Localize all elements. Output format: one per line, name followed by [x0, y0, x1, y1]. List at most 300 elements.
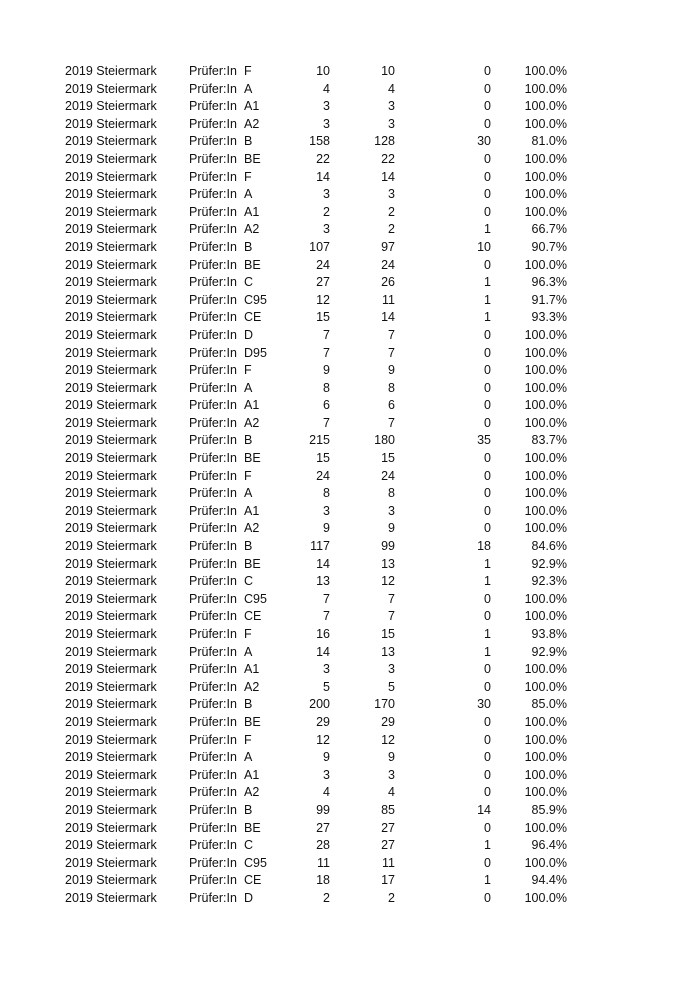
pass-rate-cell: 85.0% — [531, 697, 567, 712]
failed-count-cell: 0 — [484, 99, 491, 114]
region-cell: 2019 Steiermark — [65, 345, 157, 360]
table-row — [0, 257, 700, 275]
total-count-cell: 5 — [323, 679, 330, 694]
passed-count-cell: 17 — [381, 873, 395, 888]
passed-count-cell: 27 — [381, 820, 395, 835]
license-class-cell: D — [244, 890, 254, 905]
table-row — [0, 309, 700, 327]
table-row — [0, 538, 700, 556]
failed-count-cell: 0 — [484, 64, 491, 78]
failed-count-cell: 0 — [484, 327, 491, 342]
pass-rate-cell: 96.3% — [531, 275, 567, 290]
license-class-cell: A2 — [244, 679, 260, 694]
region-cell: 2019 Steiermark — [65, 433, 157, 448]
total-count-cell: 8 — [323, 486, 330, 501]
failed-count-cell: 0 — [484, 732, 491, 747]
region-cell: 2019 Steiermark — [65, 275, 157, 290]
table-row — [0, 274, 700, 292]
pass-rate-cell: 100.0% — [524, 398, 567, 413]
total-count-cell: 3 — [323, 222, 330, 237]
pass-rate-cell: 96.4% — [531, 838, 567, 853]
license-class-cell: A1 — [244, 503, 260, 518]
failed-count-cell: 0 — [484, 81, 491, 96]
failed-count-cell: 0 — [484, 767, 491, 782]
table-row — [0, 696, 700, 714]
pass-rate-cell: 100.0% — [524, 890, 567, 905]
license-class-cell: A — [244, 380, 253, 395]
role-cell: Prüfer:In — [189, 503, 237, 518]
region-cell: 2019 Steiermark — [65, 380, 157, 395]
failed-count-cell: 30 — [477, 134, 491, 149]
total-count-cell: 13 — [316, 574, 330, 589]
role-cell: Prüfer:In — [189, 327, 237, 342]
role-cell: Prüfer:In — [189, 99, 237, 114]
table-row — [0, 855, 700, 873]
role-cell: Prüfer:In — [189, 222, 237, 237]
total-count-cell: 18 — [316, 873, 330, 888]
region-cell: 2019 Steiermark — [65, 257, 157, 272]
table-row — [0, 169, 700, 187]
role-cell: Prüfer:In — [189, 363, 237, 378]
role-cell: Prüfer:In — [189, 116, 237, 131]
role-cell: Prüfer:In — [189, 451, 237, 466]
table-row — [0, 98, 700, 116]
table-row — [0, 239, 700, 257]
role-cell: Prüfer:In — [189, 838, 237, 853]
license-class-cell: BE — [244, 714, 261, 729]
passed-count-cell: 12 — [381, 574, 395, 589]
pass-rate-cell: 92.9% — [531, 644, 567, 659]
region-cell: 2019 Steiermark — [65, 785, 157, 800]
role-cell: Prüfer:In — [189, 64, 237, 78]
pass-rate-cell: 100.0% — [524, 785, 567, 800]
table-row — [0, 714, 700, 732]
failed-count-cell: 0 — [484, 521, 491, 536]
role-cell: Prüfer:In — [189, 81, 237, 96]
table-row — [0, 890, 700, 908]
total-count-cell: 15 — [316, 451, 330, 466]
license-class-cell: D — [244, 327, 254, 342]
region-cell: 2019 Steiermark — [65, 292, 157, 307]
pass-rate-cell: 100.0% — [524, 451, 567, 466]
total-count-cell: 2 — [323, 204, 330, 219]
total-count-cell: 28 — [316, 838, 330, 853]
region-cell: 2019 Steiermark — [65, 239, 157, 254]
pass-rate-cell: 90.7% — [531, 239, 567, 254]
license-class-cell: F — [244, 64, 252, 78]
license-class-cell: C95 — [244, 591, 267, 606]
total-count-cell: 6 — [323, 398, 330, 413]
role-cell: Prüfer:In — [189, 890, 237, 905]
total-count-cell: 9 — [323, 750, 330, 765]
license-class-cell: C — [244, 838, 254, 853]
role-cell: Prüfer:In — [189, 257, 237, 272]
pass-rate-cell: 100.0% — [524, 820, 567, 835]
table-row — [0, 679, 700, 697]
failed-count-cell: 0 — [484, 380, 491, 395]
passed-count-cell: 13 — [381, 556, 395, 571]
total-count-cell: 7 — [323, 345, 330, 360]
license-class-cell: CE — [244, 873, 262, 888]
table-row — [0, 204, 700, 222]
table-row — [0, 608, 700, 626]
failed-count-cell: 1 — [484, 838, 491, 853]
table-row — [0, 468, 700, 486]
license-class-cell: A1 — [244, 204, 260, 219]
table-row — [0, 520, 700, 538]
region-cell: 2019 Steiermark — [65, 398, 157, 413]
license-class-cell: BE — [244, 820, 261, 835]
region-cell: 2019 Steiermark — [65, 503, 157, 518]
passed-count-cell: 9 — [388, 750, 395, 765]
failed-count-cell: 0 — [484, 503, 491, 518]
table-row — [0, 784, 700, 802]
failed-count-cell: 0 — [484, 415, 491, 430]
region-cell: 2019 Steiermark — [65, 116, 157, 131]
license-class-cell: C95 — [244, 855, 267, 870]
license-class-cell: A — [244, 81, 253, 96]
license-class-cell: F — [244, 732, 252, 747]
table-row — [0, 644, 700, 662]
pass-rate-cell: 93.3% — [531, 310, 567, 325]
passed-count-cell: 14 — [381, 310, 395, 325]
pass-rate-cell: 100.0% — [524, 187, 567, 202]
license-class-cell: B — [244, 239, 253, 254]
region-cell: 2019 Steiermark — [65, 574, 157, 589]
failed-count-cell: 18 — [477, 539, 491, 554]
license-class-cell: C95 — [244, 292, 267, 307]
passed-count-cell: 27 — [381, 838, 395, 853]
table-row — [0, 63, 700, 81]
failed-count-cell: 14 — [477, 802, 491, 817]
passed-count-cell: 3 — [388, 187, 395, 202]
failed-count-cell: 35 — [477, 433, 491, 448]
passed-count-cell: 170 — [374, 697, 395, 712]
region-cell: 2019 Steiermark — [65, 81, 157, 96]
region-cell: 2019 Steiermark — [65, 820, 157, 835]
role-cell: Prüfer:In — [189, 556, 237, 571]
pass-rate-cell: 100.0% — [524, 767, 567, 782]
region-cell: 2019 Steiermark — [65, 662, 157, 677]
role-cell: Prüfer:In — [189, 855, 237, 870]
table-row — [0, 802, 700, 820]
total-count-cell: 9 — [323, 521, 330, 536]
license-class-cell: A — [244, 486, 253, 501]
table-row — [0, 397, 700, 415]
total-count-cell: 4 — [323, 81, 330, 96]
failed-count-cell: 0 — [484, 345, 491, 360]
license-class-cell: BE — [244, 556, 261, 571]
region-cell: 2019 Steiermark — [65, 802, 157, 817]
table-row — [0, 415, 700, 433]
table-row — [0, 221, 700, 239]
region-cell: 2019 Steiermark — [65, 890, 157, 905]
total-count-cell: 24 — [316, 468, 330, 483]
license-class-cell: A1 — [244, 662, 260, 677]
role-cell: Prüfer:In — [189, 539, 237, 554]
role-cell: Prüfer:In — [189, 785, 237, 800]
pass-rate-cell: 93.8% — [531, 627, 567, 641]
region-cell: 2019 Steiermark — [65, 591, 157, 606]
pass-rate-cell: 92.3% — [531, 574, 567, 589]
total-count-cell: 27 — [316, 275, 330, 290]
role-cell: Prüfer:In — [189, 591, 237, 606]
region-cell: 2019 Steiermark — [65, 204, 157, 219]
total-count-cell: 3 — [323, 503, 330, 518]
region-cell: 2019 Steiermark — [65, 151, 157, 166]
failed-count-cell: 0 — [484, 468, 491, 483]
passed-count-cell: 24 — [381, 257, 395, 272]
license-class-cell: F — [244, 363, 252, 378]
total-count-cell: 29 — [316, 714, 330, 729]
license-class-cell: BE — [244, 151, 261, 166]
total-count-cell: 14 — [316, 169, 330, 184]
license-class-cell: A1 — [244, 99, 260, 114]
failed-count-cell: 0 — [484, 486, 491, 501]
table-row — [0, 186, 700, 204]
role-cell: Prüfer:In — [189, 697, 237, 712]
passed-count-cell: 3 — [388, 503, 395, 518]
pass-rate-cell: 100.0% — [524, 521, 567, 536]
failed-count-cell: 1 — [484, 644, 491, 659]
failed-count-cell: 1 — [484, 222, 491, 237]
pass-rate-cell: 92.9% — [531, 556, 567, 571]
failed-count-cell: 1 — [484, 310, 491, 325]
license-class-cell: B — [244, 134, 253, 149]
role-cell: Prüfer:In — [189, 521, 237, 536]
license-class-cell: CE — [244, 609, 262, 624]
passed-count-cell: 7 — [388, 345, 395, 360]
failed-count-cell: 0 — [484, 398, 491, 413]
pass-rate-cell: 94.4% — [531, 873, 567, 888]
pass-rate-cell: 100.0% — [524, 345, 567, 360]
table-row — [0, 292, 700, 310]
region-cell: 2019 Steiermark — [65, 838, 157, 853]
region-cell: 2019 Steiermark — [65, 99, 157, 114]
passed-count-cell: 2 — [388, 890, 395, 905]
region-cell: 2019 Steiermark — [65, 732, 157, 747]
total-count-cell: 200 — [309, 697, 330, 712]
license-class-cell: CE — [244, 310, 262, 325]
role-cell: Prüfer:In — [189, 134, 237, 149]
data-table — [0, 63, 700, 908]
license-class-cell: F — [244, 627, 252, 641]
role-cell: Prüfer:In — [189, 873, 237, 888]
failed-count-cell: 10 — [477, 239, 491, 254]
license-class-cell: A — [244, 750, 253, 765]
pass-rate-cell: 91.7% — [531, 292, 567, 307]
table-row — [0, 362, 700, 380]
failed-count-cell: 0 — [484, 169, 491, 184]
total-count-cell: 14 — [316, 556, 330, 571]
table-row — [0, 116, 700, 134]
pass-rate-cell: 100.0% — [524, 591, 567, 606]
total-count-cell: 215 — [309, 433, 330, 448]
license-class-cell: B — [244, 697, 253, 712]
table-row — [0, 432, 700, 450]
pass-rate-cell: 100.0% — [524, 662, 567, 677]
total-count-cell: 9 — [323, 363, 330, 378]
region-cell: 2019 Steiermark — [65, 521, 157, 536]
failed-count-cell: 1 — [484, 873, 491, 888]
failed-count-cell: 0 — [484, 714, 491, 729]
total-count-cell: 7 — [323, 415, 330, 430]
pass-rate-cell: 100.0% — [524, 609, 567, 624]
pass-rate-cell: 100.0% — [524, 714, 567, 729]
passed-count-cell: 3 — [388, 662, 395, 677]
total-count-cell: 12 — [316, 732, 330, 747]
passed-count-cell: 10 — [381, 64, 395, 78]
pass-rate-cell: 84.6% — [531, 539, 567, 554]
license-class-cell: B — [244, 433, 253, 448]
region-cell: 2019 Steiermark — [65, 222, 157, 237]
region-cell: 2019 Steiermark — [65, 609, 157, 624]
passed-count-cell: 14 — [381, 169, 395, 184]
table-row — [0, 485, 700, 503]
region-cell: 2019 Steiermark — [65, 486, 157, 501]
table-row — [0, 133, 700, 151]
region-cell: 2019 Steiermark — [65, 169, 157, 184]
passed-count-cell: 8 — [388, 486, 395, 501]
region-cell: 2019 Steiermark — [65, 468, 157, 483]
table-row — [0, 591, 700, 609]
license-class-cell: A2 — [244, 415, 260, 430]
role-cell: Prüfer:In — [189, 187, 237, 202]
role-cell: Prüfer:In — [189, 662, 237, 677]
role-cell: Prüfer:In — [189, 151, 237, 166]
failed-count-cell: 1 — [484, 292, 491, 307]
passed-count-cell: 128 — [374, 134, 395, 149]
region-cell: 2019 Steiermark — [65, 64, 157, 78]
role-cell: Prüfer:In — [189, 627, 237, 641]
region-cell: 2019 Steiermark — [65, 415, 157, 430]
pass-rate-cell: 100.0% — [524, 363, 567, 378]
passed-count-cell: 15 — [381, 451, 395, 466]
failed-count-cell: 0 — [484, 363, 491, 378]
pass-rate-cell: 100.0% — [524, 750, 567, 765]
table-row — [0, 573, 700, 591]
failed-count-cell: 0 — [484, 204, 491, 219]
region-cell: 2019 Steiermark — [65, 767, 157, 782]
license-class-cell: A1 — [244, 767, 260, 782]
passed-count-cell: 9 — [388, 521, 395, 536]
total-count-cell: 11 — [317, 855, 330, 870]
total-count-cell: 107 — [309, 239, 330, 254]
total-count-cell: 24 — [316, 257, 330, 272]
license-class-cell: A — [244, 187, 253, 202]
pass-rate-cell: 100.0% — [524, 732, 567, 747]
table-row — [0, 151, 700, 169]
role-cell: Prüfer:In — [189, 380, 237, 395]
total-count-cell: 117 — [310, 539, 330, 554]
table-row — [0, 732, 700, 750]
total-count-cell: 7 — [323, 327, 330, 342]
total-count-cell: 15 — [316, 310, 330, 325]
table-row — [0, 380, 700, 398]
license-class-cell: BE — [244, 257, 261, 272]
passed-count-cell: 26 — [381, 275, 395, 290]
role-cell: Prüfer:In — [189, 820, 237, 835]
passed-count-cell: 15 — [381, 627, 395, 641]
total-count-cell: 2 — [323, 890, 330, 905]
passed-count-cell: 99 — [381, 539, 395, 554]
role-cell: Prüfer:In — [189, 574, 237, 589]
table-row — [0, 820, 700, 838]
region-cell: 2019 Steiermark — [65, 855, 157, 870]
total-count-cell: 7 — [323, 591, 330, 606]
region-cell: 2019 Steiermark — [65, 556, 157, 571]
region-cell: 2019 Steiermark — [65, 697, 157, 712]
role-cell: Prüfer:In — [189, 310, 237, 325]
passed-count-cell: 5 — [388, 679, 395, 694]
table-row — [0, 837, 700, 855]
license-class-cell: A2 — [244, 222, 260, 237]
passed-count-cell: 180 — [374, 433, 395, 448]
pass-rate-cell: 100.0% — [524, 151, 567, 166]
passed-count-cell: 3 — [388, 116, 395, 131]
table-row — [0, 450, 700, 468]
license-class-cell: B — [244, 802, 253, 817]
total-count-cell: 158 — [309, 134, 330, 149]
failed-count-cell: 0 — [484, 151, 491, 166]
pass-rate-cell: 100.0% — [524, 503, 567, 518]
role-cell: Prüfer:In — [189, 644, 237, 659]
passed-count-cell: 13 — [381, 644, 395, 659]
failed-count-cell: 0 — [484, 855, 491, 870]
total-count-cell: 4 — [323, 785, 330, 800]
passed-count-cell: 2 — [388, 222, 395, 237]
failed-count-cell: 0 — [484, 451, 491, 466]
passed-count-cell: 97 — [381, 239, 395, 254]
passed-count-cell: 7 — [388, 591, 395, 606]
passed-count-cell: 3 — [388, 99, 395, 114]
pass-rate-cell: 100.0% — [524, 380, 567, 395]
passed-count-cell: 8 — [388, 380, 395, 395]
failed-count-cell: 0 — [484, 116, 491, 131]
total-count-cell: 99 — [316, 802, 330, 817]
region-cell: 2019 Steiermark — [65, 539, 157, 554]
role-cell: Prüfer:In — [189, 802, 237, 817]
role-cell: Prüfer:In — [189, 204, 237, 219]
passed-count-cell: 11 — [382, 292, 395, 307]
role-cell: Prüfer:In — [189, 433, 237, 448]
role-cell: Prüfer:In — [189, 468, 237, 483]
table-row — [0, 81, 700, 99]
region-cell: 2019 Steiermark — [65, 310, 157, 325]
license-class-cell: BE — [244, 451, 261, 466]
failed-count-cell: 0 — [484, 662, 491, 677]
passed-count-cell: 24 — [381, 468, 395, 483]
pass-rate-cell: 100.0% — [524, 99, 567, 114]
total-count-cell: 10 — [316, 64, 330, 78]
role-cell: Prüfer:In — [189, 292, 237, 307]
failed-count-cell: 1 — [484, 275, 491, 290]
pass-rate-cell: 81.0% — [531, 134, 567, 149]
pass-rate-cell: 85.9% — [531, 802, 567, 817]
failed-count-cell: 0 — [484, 187, 491, 202]
total-count-cell: 16 — [316, 627, 330, 641]
region-cell: 2019 Steiermark — [65, 679, 157, 694]
total-count-cell: 3 — [323, 767, 330, 782]
passed-count-cell: 2 — [388, 204, 395, 219]
region-cell: 2019 Steiermark — [65, 750, 157, 765]
role-cell: Prüfer:In — [189, 486, 237, 501]
license-class-cell: A1 — [244, 398, 260, 413]
role-cell: Prüfer:In — [189, 767, 237, 782]
license-class-cell: F — [244, 468, 252, 483]
failed-count-cell: 1 — [484, 556, 491, 571]
pass-rate-cell: 66.7% — [531, 222, 567, 237]
